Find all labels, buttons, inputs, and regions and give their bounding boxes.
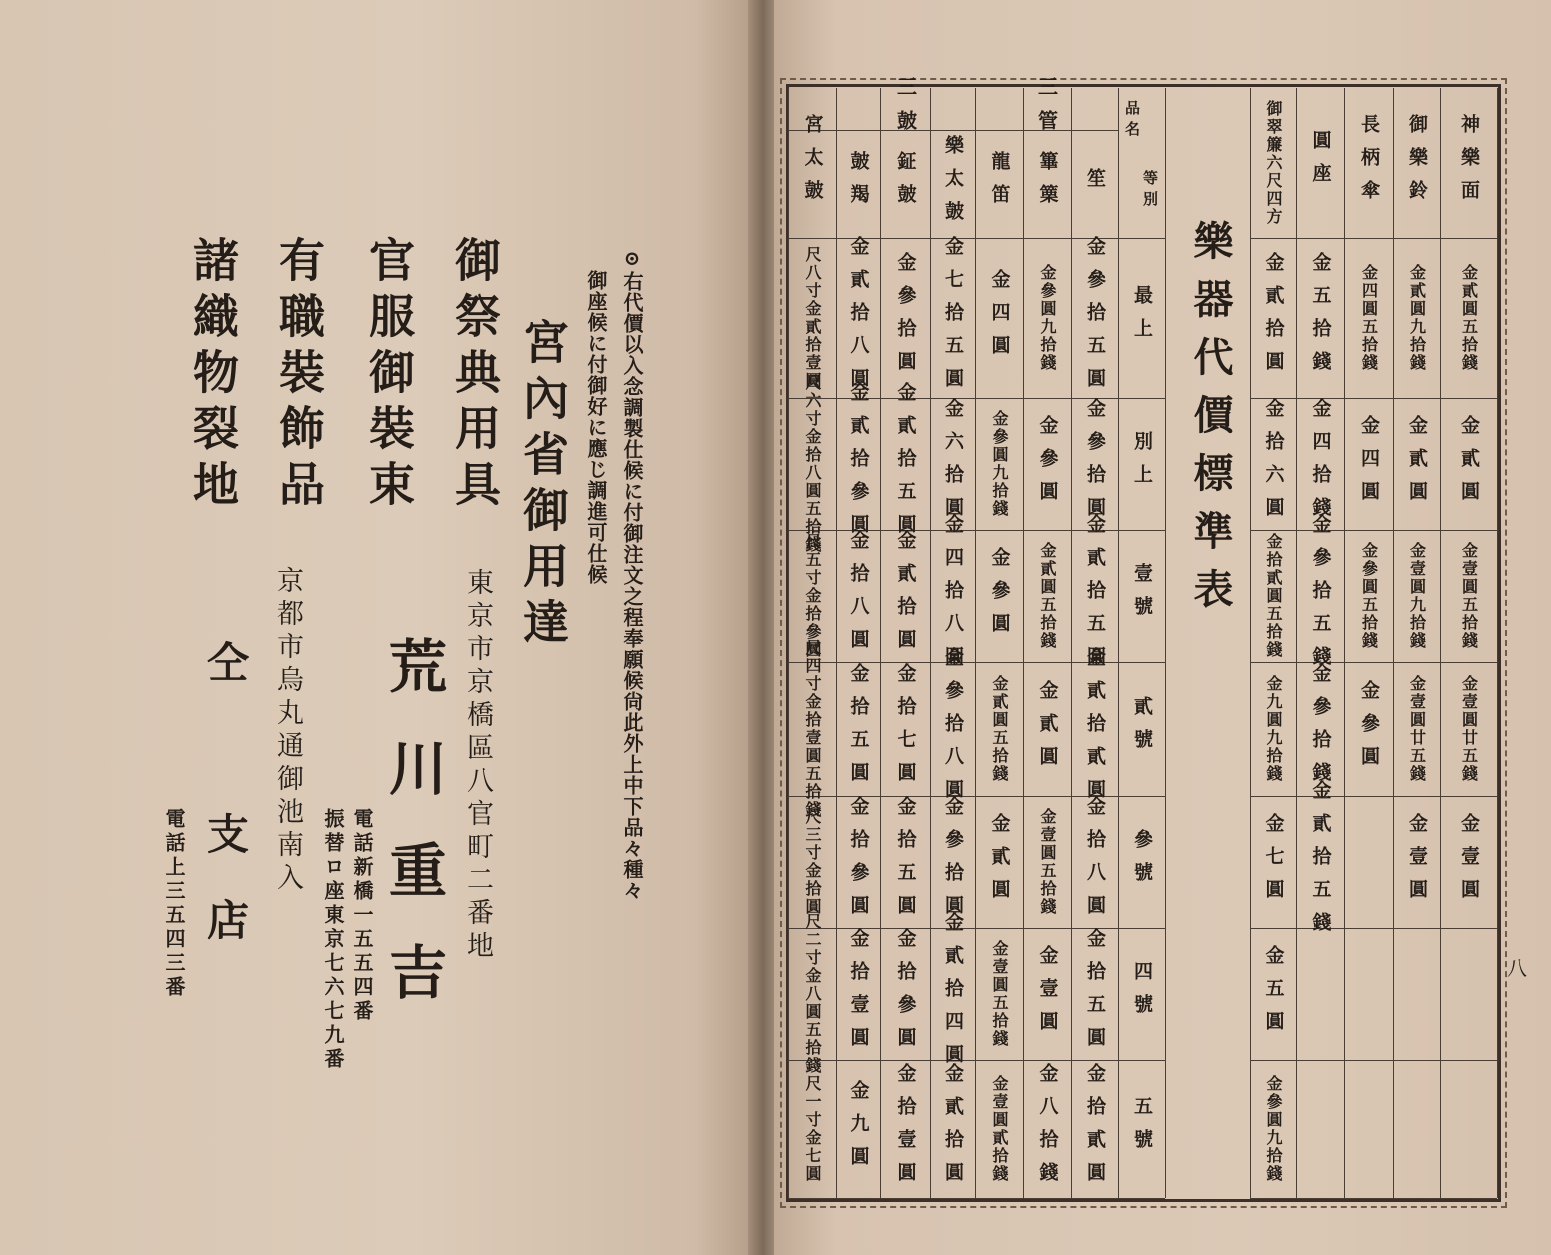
header-item-name: 品名 <box>1123 100 1141 142</box>
price-cell: 尺一寸金七圓 <box>803 1075 822 1183</box>
table-rule <box>1250 662 1497 663</box>
price-cell: 金參拾八圓 <box>942 646 964 812</box>
column-header-item: 御翠簾六尺四方 <box>1264 100 1283 226</box>
price-cell: 尺五寸金拾參圓 <box>803 533 822 659</box>
price-cell: 金參圓九拾錢 <box>1038 264 1057 372</box>
price-cell: 金拾七圓 <box>894 663 917 795</box>
branch-address-kyoto: 京都市烏丸通御池南入 <box>272 566 303 896</box>
table-rule <box>1250 530 1497 531</box>
price-cell: 金壹圓貳拾錢 <box>990 1075 1009 1183</box>
purveyor-title: 宮內省御用達 <box>516 318 570 654</box>
grade-label: 四號 <box>1131 961 1153 1027</box>
price-cell: 金參拾圓 <box>894 252 917 384</box>
price-cell: 金五拾錢 <box>1309 252 1332 384</box>
price-cell: 金拾壹圓 <box>894 1063 917 1195</box>
column-header-item: 宮太皷 <box>801 113 824 213</box>
price-cell: 金五圓 <box>1262 944 1285 1044</box>
header-grade: 等別 <box>1141 170 1159 212</box>
price-cell: 金七圓 <box>1262 812 1285 912</box>
price-cell: 金八拾錢 <box>1036 1063 1059 1195</box>
order-note-continued: 御座候に付御好に應じ調進可仕候 <box>584 270 608 585</box>
table-rule <box>788 130 1118 131</box>
price-cell: 金六拾圓 <box>942 398 964 530</box>
grade-label: 壹號 <box>1131 563 1153 629</box>
table-rule <box>1250 238 1497 239</box>
table-rule <box>1250 1198 1497 1199</box>
table-rule <box>788 928 1165 929</box>
price-cell: 尺四寸金拾壹圓五拾錢 <box>803 639 822 819</box>
price-cell: 金七拾五圓 <box>942 235 964 401</box>
grade-label: 參號 <box>1131 829 1153 895</box>
price-cell: 尺六寸金拾八圓五拾錢 <box>803 374 822 554</box>
table-rule <box>788 662 1165 663</box>
price-cell: 金貳拾四圓 <box>942 911 964 1077</box>
price-cell: 金四圓 <box>1358 414 1380 514</box>
column-header-item: 鉦皷 <box>894 151 917 217</box>
table-title: 樂器代價標準表 <box>1187 220 1234 626</box>
price-cell: 金拾八圓 <box>1084 796 1106 928</box>
table-rule <box>1250 398 1497 399</box>
group-label-sankan: 三管 <box>1034 76 1059 144</box>
price-cell: 尺八寸金貳拾壹圓 <box>803 246 822 390</box>
price-cell: 金壹圓五拾錢 <box>1038 808 1057 916</box>
price-cell: 金貳拾參圓 <box>847 381 870 547</box>
product-line-textiles: 諸織物裂地 <box>186 236 240 516</box>
price-cell: 金貳圓 <box>988 812 1011 912</box>
table-rule <box>788 1198 1165 1199</box>
column-header-item: 神樂面 <box>1458 113 1480 213</box>
price-cell: 金拾參圓 <box>847 796 870 928</box>
proprietor-name: 荒川重吉 <box>379 636 447 1044</box>
telephone-branch: 電話上三五四三番 <box>162 808 186 1000</box>
price-cell: 金貳拾五圓 <box>1084 513 1106 679</box>
price-cell: 金參圓五拾錢 <box>1359 542 1379 650</box>
price-cell: 金壹圓 <box>1036 944 1059 1044</box>
column-header-item: 笙 <box>1084 167 1106 201</box>
table-rule <box>1165 88 1166 1198</box>
price-cell: 金參拾五錢 <box>1309 513 1332 679</box>
price-cell: 金拾五圓 <box>1084 928 1106 1060</box>
price-cell: 金拾八圓 <box>847 530 870 662</box>
table-rule <box>1250 796 1497 797</box>
grade-label: 最上 <box>1131 285 1153 351</box>
price-cell: 金貳圓九拾錢 <box>1407 264 1427 372</box>
column-header-item: 篳篥 <box>1036 151 1059 217</box>
price-cell: 金貳圓五拾錢 <box>990 675 1009 783</box>
price-cell: 金貳拾五圓 <box>894 381 917 547</box>
grade-label: 五號 <box>1131 1096 1153 1162</box>
price-cell: 金四圓 <box>988 268 1011 368</box>
price-cell: 金參圓九拾錢 <box>990 410 1009 518</box>
price-cell: 金拾貳圓 <box>1084 1063 1106 1195</box>
price-cell: 金拾壹圓 <box>847 928 870 1060</box>
price-cell: 金參圓 <box>1358 679 1380 779</box>
price-cell: 金拾參圓 <box>894 928 917 1060</box>
price-cell: 金四圓五拾錢 <box>1359 264 1379 372</box>
price-cell: 金九圓九拾錢 <box>1264 675 1283 783</box>
price-cell: 金參圓 <box>988 546 1011 646</box>
product-line-court-attire: 官服御裝束 <box>362 236 416 516</box>
table-rule <box>788 796 1165 797</box>
price-cell: 金貳圓 <box>1406 414 1428 514</box>
grade-label: 別上 <box>1131 431 1153 497</box>
price-cell: 金貳拾八圓 <box>847 235 870 401</box>
price-cell: 金貳拾圓 <box>894 530 917 662</box>
grade-label: 貳號 <box>1131 696 1153 762</box>
price-cell: 金九圓 <box>847 1079 870 1179</box>
order-note: ⊙右代價以入念調製仕候に付御注文之程奉願候尙此外上中下品々種々 <box>620 246 644 901</box>
column-header-item: 皷羯 <box>847 151 870 217</box>
price-cell: 金壹圓 <box>1406 812 1428 912</box>
column-header-item: 樂太皷 <box>942 134 964 234</box>
price-cell: 金貳圓五拾錢 <box>1459 264 1479 372</box>
price-cell: 金壹圓廿五錢 <box>1407 675 1427 783</box>
price-cell: 金壹圓九拾錢 <box>1407 542 1427 650</box>
postal-transfer-account: 振替ロ座東京七六七九番 <box>321 808 345 1072</box>
group-label-sanko: 三皷 <box>893 76 918 144</box>
price-cell: 金壹圓 <box>1458 812 1480 912</box>
table-rule <box>1250 928 1497 929</box>
price-cell: 金參拾錢 <box>1309 663 1332 795</box>
table-rule <box>788 398 1165 399</box>
price-cell: 金壹圓五拾錢 <box>990 940 1009 1048</box>
product-line-festival-goods: 御祭典用具 <box>448 236 502 516</box>
price-cell: 金拾五圓 <box>847 663 870 795</box>
price-cell: 金貳拾圓 <box>1262 252 1285 384</box>
branch-store-name: 仝 支店 <box>201 640 250 984</box>
price-cell: 金四拾八圓 <box>942 513 964 679</box>
price-cell: 金貳拾五錢 <box>1309 779 1332 945</box>
price-cell: 金拾貳圓五拾錢 <box>1264 533 1283 659</box>
shop-address-tokyo: 東京市京橋區八官町二番地 <box>462 568 493 964</box>
table-rule <box>1250 1060 1497 1061</box>
price-cell: 尺三寸金拾圓 <box>803 808 822 916</box>
price-cell: 金拾六圓 <box>1262 398 1285 530</box>
price-cell: 金參拾圓 <box>1084 398 1106 530</box>
price-cell: 金貳圓五拾錢 <box>1038 542 1057 650</box>
table-rule <box>788 238 1165 239</box>
price-cell: 金壹圓廿五錢 <box>1459 675 1479 783</box>
table-rule <box>788 1060 1165 1061</box>
price-cell: 金壹圓五拾錢 <box>1459 542 1479 650</box>
telephone-main: 電話新橋一五五四番 <box>350 808 374 1024</box>
price-cell: 金參拾五圓 <box>1084 235 1106 401</box>
column-header-item: 圓座 <box>1309 130 1332 196</box>
price-cell: 金貳圓 <box>1458 414 1480 514</box>
column-header-item: 長柄傘 <box>1358 113 1380 213</box>
price-cell: 金四拾錢 <box>1309 398 1332 530</box>
price-cell: 金拾五圓 <box>894 796 917 928</box>
column-header-item: 龍笛 <box>988 151 1011 217</box>
price-cell: 金貳拾圓 <box>942 1063 964 1195</box>
price-cell: 金貳圓 <box>1036 679 1059 779</box>
column-header-item: 御樂鈴 <box>1406 113 1428 213</box>
page-number: 八 <box>1507 956 1527 980</box>
price-cell: 金參圓 <box>1036 414 1059 514</box>
price-cell: 金參圓九拾錢 <box>1264 1075 1283 1183</box>
table-rule <box>1497 88 1498 1198</box>
price-cell: 金貳拾貳圓 <box>1084 646 1106 812</box>
price-cell: 金參拾圓 <box>942 796 964 928</box>
price-cell: 尺二寸金八圓五拾錢 <box>803 913 822 1075</box>
table-rule <box>788 530 1165 531</box>
product-line-ornaments: 有職裝飾品 <box>272 236 326 516</box>
